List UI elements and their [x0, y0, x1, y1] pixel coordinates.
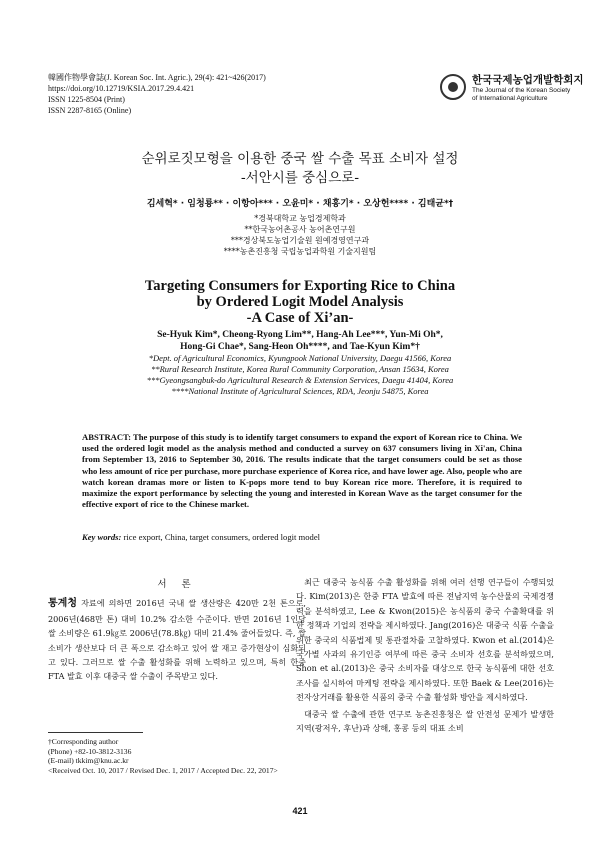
keywords-label: Key words:: [82, 532, 122, 542]
intro-paragraph-3: 대중국 쌀 수출에 관한 연구로 농촌진흥청은 쌀 안전성 문제가 발생한 지역(광저우, 후난)과 상해, 홍콩 등의 대표 소비: [296, 708, 554, 734]
section-heading-intro: 서 론: [157, 579, 197, 590]
keywords: [82, 532, 522, 542]
english-title: Targeting Consumers for Exporting Rice to China by Ordered Logit Model Analysis -A Case of Xi’an-: [144, 278, 456, 326]
author-phone: (Phone) +82-10-3812-3136: [48, 746, 132, 756]
abstract: ABSTRACT: The purpose of this study is to identify target consumers to expand the export of Korean rice to China. We used the ordered logit model as the analysis method and conducted a survey on 637 consumers living in Xi'an, China from September 13, 2016 to September 30, 2016. The results indicate that the target consumers could be set as those who less amount of rice per purchase, more purchase experience of Korea rice, and have lower age. Also, people who are watch korean dramas more or listen to K-pops more tend to buy Korean rice more. Therefore, it is required to maximize the export performance by selecting the young and interested in Korean Wave as the target consumer for the effective export of rice to the Chinese market.: [82, 432, 522, 510]
intro-paragraph-2: 최근 대중국 농식품 수출 활성화를 위해 여러 선행 연구들이 수행되었다. Kim(2013)은 한중 FTA 발효에 따른 전남지역 농수산물의 국제경쟁력을 분석하였고, Lee & Kwon(2015)은 농식품의 중국 수출확대를 위한 정책과 기업의 전략을 제시하였다. Jang(2016)은 대중국 식품 수출을 위한 중국의 식품법제 및 통관절차를 고찰하였다. Kwon et al.(2014)은 국가별 사과의 유기인증 여부에 따른 중국 소비자 선호를 분석하였으며, Shon et al.(2013)은 중국 소비자를 대상으로 한국 농식품에 대한 선호조사를 실시하여 마케팅 전략을 제시하였다. 또한 Baek & Lee(2016)는 전자상거래를 활용한 식품의 중국 수출 활성화 방안을 제시하였다.: [296, 577, 554, 703]
english-authors: Se-Hyuk Kim*, Cheong-Ryong Lim**, Hang-Ah Lee***, Yun-Mi Oh*, Hong-Gi Chae*, Sang-Heon Oh****, and Tae-Kyun Kim*†: [157, 330, 443, 352]
society-emblem-icon: [440, 74, 466, 100]
logo-korean-name: 한국국제농업개발학회지: [472, 74, 584, 86]
society-logo: [440, 72, 600, 106]
issn-print: ISSN 1225-8504 (Print): [48, 95, 125, 104]
left-column: [48, 578, 306, 684]
intro-lead-word: 통계청: [48, 598, 77, 610]
korean-authors: 김세혁* · 임청룡** · 이항아*** · 오윤미* · 채홍기* · 오상헌**** · 김태균*†: [146, 199, 454, 209]
right-column: [296, 575, 554, 735]
corresponding-author: †Corresponding author: [48, 737, 119, 746]
english-affiliations: *Dept. of Agricultural Economics, Kyungpook National University, Daegu 41566, Korea **Rural Research Institute, Korea Rural Community Corporation, Ansan 15634, Korea ***Gyeongsangbuk-do Agricultural Research & Extension Services, Daegu 41404, Korea ****National Institute of Agricultural Sciences, RDA, Jeonju 54875, Korea: [146, 353, 454, 396]
page-number: 421: [292, 806, 308, 816]
issn-online: ISSN 2287-8165 (Online): [48, 106, 132, 115]
korean-title: 순위로짓모형을 이용한 중국 쌀 수출 목표 소비자 설정 -서안시를 중심으로-: [141, 151, 459, 186]
intro-paragraph-1: 통계청 자료에 의하면 2016년 국내 쌀 생산량은 420만 2천 톤으로, 2006년(468만 톤) 대비 10.2% 감소한 수준이다. 반면 2016년 1인당 쌀 소비량은 61.9㎏로 2006년(78.8㎏) 대비 21.4% 줄어들었다. 즉, 쌀 소비가 생산보다 더 큰 폭으로 감소하고 있어 쌀 재고 증가현상이 심화되고 있다. 그러므로 쌀 수출 활성화를 위해 노력하고 있으며, 특히 한중 FTA 발효 이후 대중국 쌀 수출이 주목받고 있다.: [48, 598, 306, 682]
doi-link[interactable]: https://doi.org/10.12719/KSIA.2017.29.4.421: [48, 84, 195, 93]
keywords-text: rice export, China, target consumers, ordered logit model: [123, 532, 321, 542]
footnote: [48, 737, 298, 775]
author-email[interactable]: (E-mail) tkkim@knu.ac.kr: [48, 756, 129, 766]
footnote-divider: [48, 732, 143, 733]
logo-english-name: The Journal of the Korean Society of International Agriculture: [472, 87, 571, 102]
manuscript-dates: <Received Oct. 10, 2017 / Revised Dec. 1, 2017 / Accepted Dec. 22, 2017>: [48, 765, 278, 775]
journal-citation: 韓國作物學會誌(J. Korean Soc. Int. Agric.), 29(4): 421~426(2017): [48, 73, 266, 82]
korean-affiliations: *경북대학교 농업경제학과 **한국농어촌공사 농어촌연구원 ***경상북도농업기술원 원예경영연구과 ****농촌진흥청 국립농업과학원 기술지원팀: [223, 214, 377, 256]
